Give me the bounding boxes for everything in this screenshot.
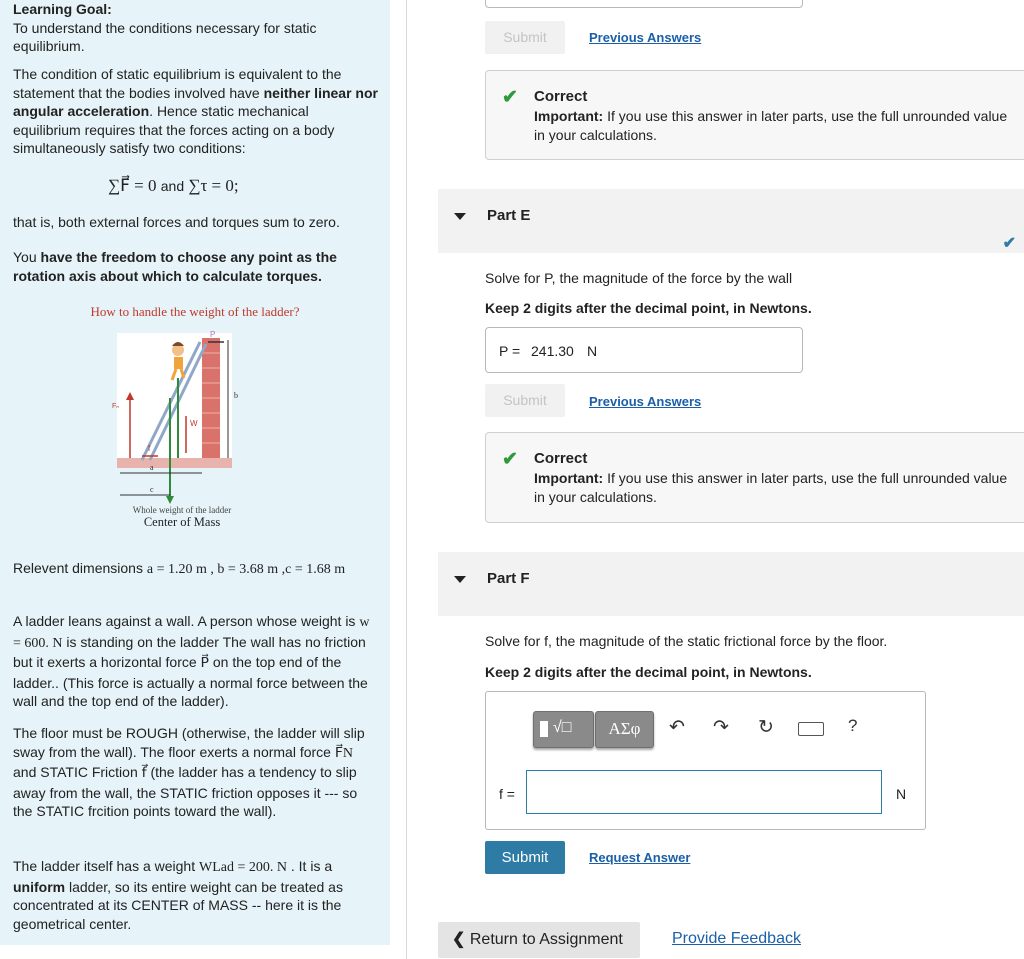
equilibrium-equation bbox=[108, 176, 239, 196]
part-e-answer-box[interactable] bbox=[485, 327, 803, 373]
undo-icon[interactable]: ↶ bbox=[669, 717, 685, 738]
para1-text-end: . Hence static mechanical equilibrium requires that the forces acting on a body simultaneously satisfy two conditions: bbox=[13, 103, 335, 156]
request-answer-link[interactable]: Request Answer bbox=[589, 850, 691, 865]
rotation-axis-paragraph bbox=[13, 248, 378, 285]
para4-text-2: is standing on the ladder The wall has no friction but it exerts a horizontal force bbox=[13, 633, 366, 670]
para5-text-3: (the ladder has a tendency to slip away from the wall, the STATIC friction opposes it --- so the STATIC frcition points toward the wall). bbox=[13, 764, 358, 819]
partd-feedback bbox=[485, 70, 1024, 160]
learning-goal-intro bbox=[13, 0, 378, 56]
sum-zero-text: that is, both external forces and torques sum to zero. bbox=[13, 214, 340, 230]
force-p-symbol: P⃗ bbox=[200, 656, 209, 671]
part-e-previous-answers-link[interactable]: Previous Answers bbox=[589, 394, 702, 409]
ladder-weight-value: WLad = 200. N bbox=[199, 860, 287, 875]
label-fn: Fₙ bbox=[112, 403, 120, 410]
para1-bold: neither linear nor angular acceleration bbox=[13, 84, 378, 119]
part-f-answer-var: f = bbox=[499, 786, 515, 802]
help-icon[interactable]: ? bbox=[848, 716, 858, 735]
part-f-answer-input[interactable] bbox=[526, 770, 882, 814]
part-e-complete-check-icon: ✔ bbox=[1002, 235, 1016, 252]
torque-sum-equation: ∑τ = 0; bbox=[188, 176, 239, 195]
ladder-description bbox=[13, 612, 378, 711]
part-e-feedback-title: Correct bbox=[534, 450, 588, 467]
part-e-answer-unit: N bbox=[587, 343, 598, 359]
equilibrium-paragraph bbox=[13, 65, 378, 158]
partd-feedback-body bbox=[534, 107, 1014, 144]
partd-important-label: Important: bbox=[534, 108, 604, 124]
ladder-figure bbox=[112, 328, 252, 506]
ladder-weight-arrowhead bbox=[166, 496, 174, 504]
para3-text: You bbox=[13, 249, 41, 265]
partd-previous-answers-link[interactable]: Previous Answers bbox=[589, 30, 702, 45]
learning-goal-title: Learning Goal: bbox=[13, 1, 112, 17]
para5-text: The floor must be ROUGH (otherwise, the ladder will slip sway from the wall). The floor exerts a normal force bbox=[13, 725, 365, 760]
check-icon: ✔ bbox=[502, 449, 518, 470]
para6-text-2: . It is a bbox=[287, 858, 333, 874]
label-c: c bbox=[150, 485, 154, 494]
part-f-label: Part F bbox=[487, 570, 530, 587]
caret-down-icon bbox=[454, 576, 466, 583]
para4-text: A ladder leans against a wall. A person whose weight is bbox=[13, 613, 360, 629]
friction-symbol: f⃗ bbox=[141, 766, 147, 781]
learning-goal-panel bbox=[0, 0, 390, 945]
part-e-submit-button[interactable]: Submit bbox=[485, 384, 565, 417]
figure-sublabel-com: Center of Mass bbox=[143, 515, 221, 529]
para3-bold: have the freedom to choose any point as the rotation axis about which to calculate torques. bbox=[13, 249, 337, 284]
para6-bold: uniform bbox=[13, 878, 66, 895]
partd-feedback-title: Correct bbox=[534, 88, 588, 105]
dims-values: a = 1.20 m , b = 3.68 m ,c = 1.68 m bbox=[146, 562, 346, 577]
template-block-icon bbox=[540, 721, 548, 737]
check-icon: ✔ bbox=[502, 87, 518, 108]
para6-text: The ladder itself has a weight bbox=[13, 858, 199, 874]
label-b: b bbox=[234, 391, 238, 400]
normal-force-symbol: F⃗N bbox=[334, 745, 354, 761]
reset-icon[interactable]: ↻ bbox=[758, 717, 774, 738]
return-label: Return to Assignment bbox=[469, 931, 623, 948]
return-to-assignment-button[interactable] bbox=[438, 922, 640, 958]
figure-sublabel-weight: Whole weight of the ladder bbox=[132, 505, 232, 515]
part-e-important-label: Important: bbox=[534, 470, 604, 486]
part-f-answer-unit: N bbox=[896, 786, 907, 802]
part-f-submit-button[interactable]: Submit bbox=[485, 841, 565, 874]
person-weight-value: w = 600. N bbox=[13, 615, 370, 651]
chevron-left-icon: ❮ bbox=[452, 931, 466, 948]
label-a: a bbox=[150, 463, 154, 472]
part-e-label: Part E bbox=[487, 207, 531, 224]
partd-answer-box[interactable] bbox=[485, 0, 803, 8]
partd-submit-button[interactable]: Submit bbox=[485, 21, 565, 54]
brick-wall bbox=[202, 338, 220, 458]
part-f-math-editor bbox=[485, 691, 926, 830]
templates-button[interactable] bbox=[533, 711, 594, 748]
part-e-answer-var: P = bbox=[499, 343, 521, 359]
panel-divider bbox=[406, 0, 407, 959]
part-e-answer-value: 241.30 bbox=[531, 343, 574, 359]
label-f: f bbox=[148, 444, 151, 453]
part-e-instruction: Keep 2 digits after the decimal point, in Newtons. bbox=[485, 300, 812, 316]
equation-and: and bbox=[160, 178, 185, 194]
ladder-weight-description bbox=[13, 857, 378, 933]
part-f-instruction: Keep 2 digits after the decimal point, in Newtons. bbox=[485, 664, 812, 680]
sqrt-box-icon: √□ bbox=[553, 719, 572, 736]
para1-text: The condition of static equilibrium is equivalent to the statement that the bodies involved have bbox=[13, 66, 342, 101]
part-f-header[interactable] bbox=[438, 552, 1024, 616]
part-e-header[interactable] bbox=[438, 189, 1024, 253]
dims-label: Relevent dimensions bbox=[13, 560, 147, 576]
para4-text-3: on the top end of the ladder.. (This force is actually a normal force between the wall and the top end of the ladder). bbox=[13, 654, 368, 709]
floor-description bbox=[13, 724, 378, 821]
redo-icon[interactable]: ↷ bbox=[713, 717, 729, 738]
part-e-prompt: Solve for P, the magnitude of the force by the wall bbox=[485, 270, 793, 286]
symbols-button[interactable]: ΑΣφ bbox=[595, 711, 654, 748]
figure-caption: How to handle the weight of the ladder? bbox=[90, 304, 300, 319]
force-sum-equation: ∑F⃗ = 0 bbox=[108, 176, 157, 195]
part-e-feedback-text: If you use this answer in later parts, use the full unrounded value in your calculations. bbox=[534, 470, 1008, 505]
caret-down-icon bbox=[454, 213, 466, 220]
part-e-feedback bbox=[485, 432, 1024, 523]
keyboard-icon[interactable] bbox=[798, 722, 824, 736]
label-p: P bbox=[210, 330, 216, 339]
dimensions-text bbox=[13, 559, 378, 580]
learning-goal-text: To understand the conditions necessary for static equilibrium. bbox=[13, 19, 317, 54]
label-w: W bbox=[190, 419, 198, 428]
part-e-feedback-body bbox=[534, 469, 1014, 506]
floor bbox=[117, 458, 232, 468]
partd-feedback-text: If you use this answer in later parts, use the full unrounded value in your calculations. bbox=[534, 108, 1008, 143]
provide-feedback-link[interactable]: Provide Feedback bbox=[672, 930, 801, 947]
para5-text-2: and STATIC Friction bbox=[13, 764, 142, 780]
part-f-prompt: Solve for f, the magnitude of the static frictional force by the floor. bbox=[485, 633, 888, 649]
para6-text-3: ladder, so its entire weight can be treated as concentrated at its CENTER of MASS -- here it is the geometrical center. bbox=[13, 878, 343, 932]
